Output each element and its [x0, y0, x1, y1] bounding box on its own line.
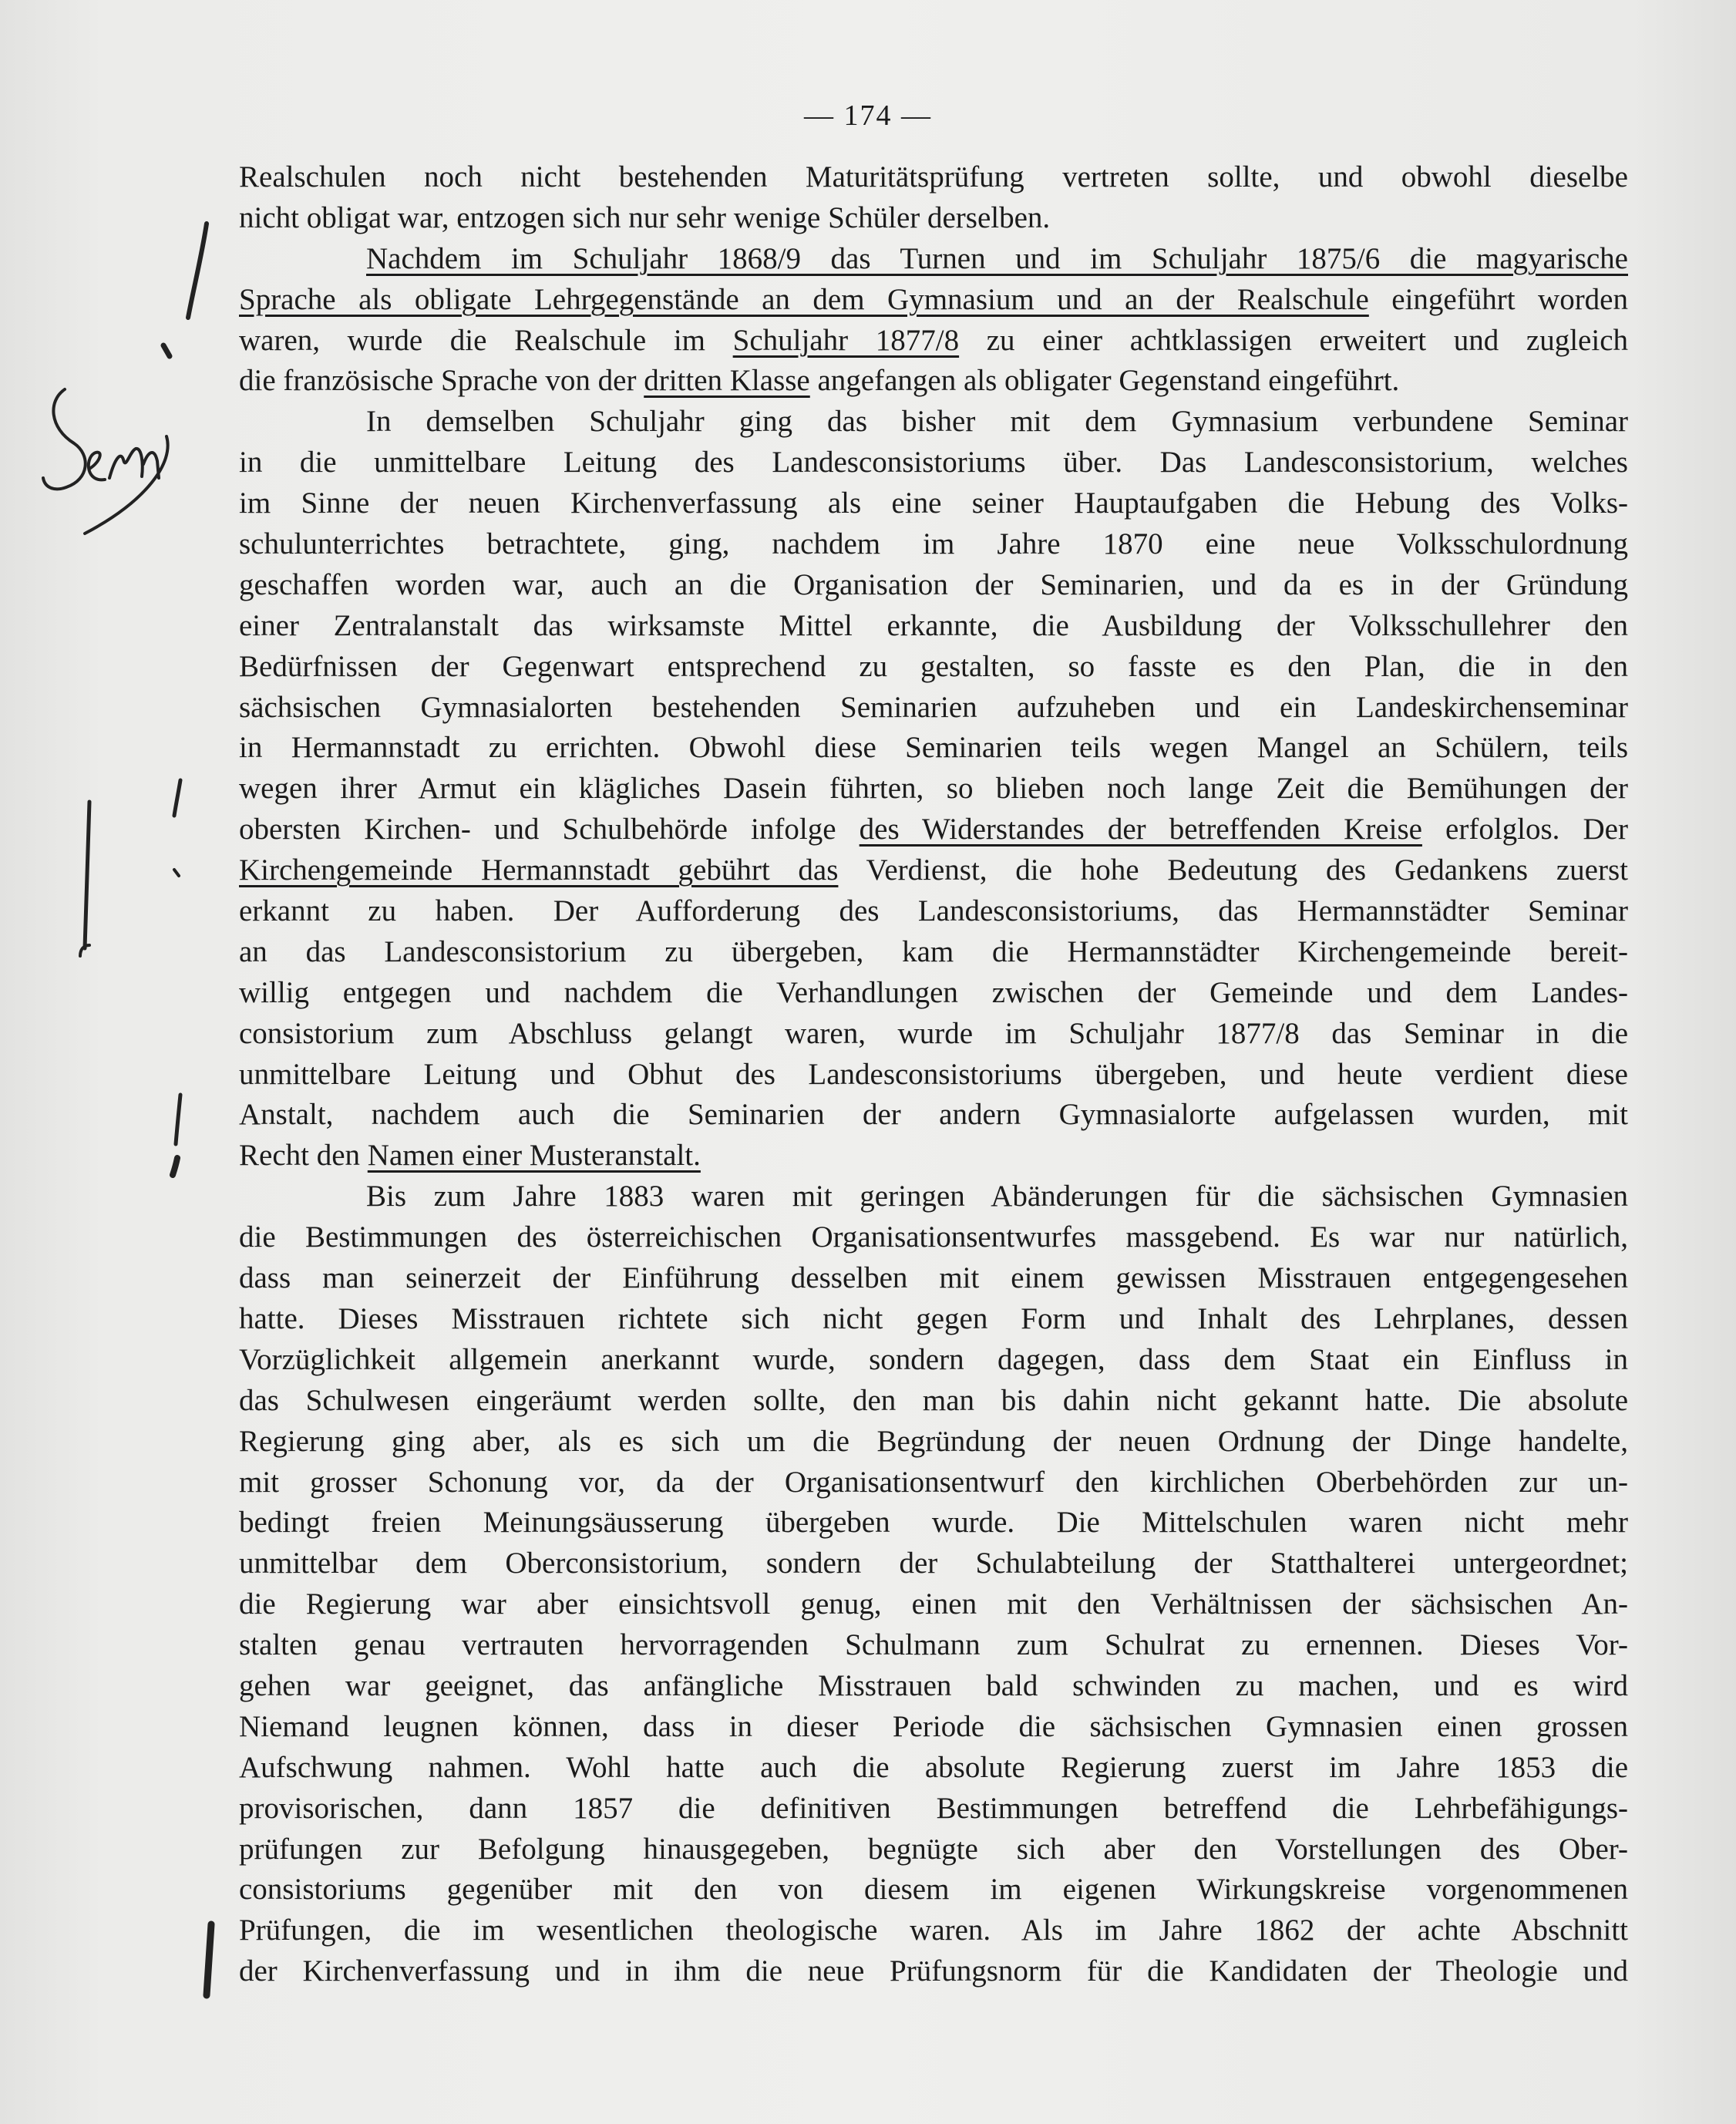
text-line: Kirchengemeinde Hermannstadt gebührt das Verdienst, die hohe Bedeutung des Gedankens zuerst — [239, 853, 1628, 887]
margin-stroke — [174, 780, 180, 816]
margin-note-sem — [43, 389, 168, 534]
text-line: mit grosser Schonung vor, da der Organisationsentwurf den kirchlichen Oberbehörden zur un- — [239, 1465, 1628, 1499]
text-line: bedingt freien Meinungsäusserung übergeben wurde. Die Mittelschulen waren nicht mehr — [239, 1506, 1628, 1540]
text-line: consistoriums gegenüber mit den von diesem im eigenen Wirkungskreise vorgenommenen — [239, 1873, 1628, 1907]
text-line: In demselben Schuljahr ging das bisher mit dem Gymnasium verbundene Seminar — [366, 405, 1628, 439]
text-line: wegen ihrer Armut ein klägliches Dasein führten, so blieben noch lange Zeit die Bemühungen der — [239, 772, 1628, 806]
page-number: — 174 — — [804, 99, 932, 132]
text-line: Anstalt, nachdem auch die Seminarien der andern Gymnasialorte aufgelassen wurden, mit — [239, 1098, 1628, 1132]
text-line: Regierung ging aber, als es sich um die Begründung der neuen Ordnung der Dinge handelte, — [239, 1424, 1628, 1458]
text-line: sächsischen Gymnasialorten bestehenden Seminarien aufzuheben und ein Landeskirchenseminar — [239, 690, 1628, 724]
text-line: der Kirchenverfassung und in ihm die neue Prüfungsnorm für die Kandidaten der Theologie und — [239, 1954, 1628, 1988]
text-line: obersten Kirchen- und Schulbehörde infolge des Widerstandes der betreffenden Kreise erfolglos. Der — [239, 813, 1628, 847]
text-line: Prüfungen, die im wesentlichen theologische waren. Als im Jahre 1862 der achte Abschnitt — [239, 1914, 1628, 1947]
margin-stroke — [176, 1095, 180, 1144]
text-line: Recht den Namen einer Musteranstalt. — [239, 1139, 701, 1173]
underlined-phrase: Nachdem im Schuljahr 1868/9 das Turnen und im Schuljahr 1875/6 die magyarische — [366, 241, 1628, 275]
underlined-phrase: Kirchengemeinde Hermannstadt gebührt das — [239, 853, 839, 887]
margin-stroke — [207, 1924, 211, 1995]
text-line: die französische Sprache von der dritten Klasse angefangen als obligater Gegenstand eingeführt. — [239, 364, 1400, 398]
text-line: an das Landesconsistorium zu übergeben, kam die Hermannstädter Kirchengemeinde bereit- — [239, 934, 1628, 968]
text-line: einer Zentralanstalt das wirksamste Mittel erkannte, die Ausbildung der Volksschullehrer den — [239, 608, 1628, 642]
text-line: Bis zum Jahre 1883 waren mit geringen Abänderungen für die sächsischen Gymnasien — [366, 1180, 1628, 1213]
text-line: hatte. Dieses Misstrauen richtete sich nicht gegen Form und Inhalt des Lehrplanes, dessen — [239, 1301, 1628, 1335]
text-line: die Regierung war aber einsichtsvoll genug, einen mit den Verhältnissen der sächsischen An- — [239, 1587, 1628, 1621]
text-line: stalten genau vertrauten hervorragenden Schulmann zum Schulrat zu ernennen. Dieses Vor- — [239, 1628, 1628, 1662]
text-line: unmittelbar dem Oberconsistorium, sondern der Schulabteilung der Statthalterei untergeordnet; — [239, 1547, 1628, 1580]
text-line: waren, wurde die Realschule im Schuljahr 1877/8 zu einer achtklassigen erweitert und zugleich — [239, 323, 1628, 357]
margin-stroke — [85, 802, 89, 948]
text-line: geschaffen worden war, auch an die Organisation der Seminarien, und da es in der Gründung — [239, 567, 1628, 601]
text-line: unmittelbare Leitung und Obhut des Landesconsistoriums übergeben, und heute verdient diese — [239, 1057, 1628, 1091]
text-line: gehen war geeignet, das anfängliche Misstrauen bald schwinden zu machen, und es wird — [239, 1668, 1628, 1702]
margin-tick — [80, 945, 89, 956]
underlined-phrase: Namen einer Musteranstalt. — [367, 1139, 701, 1173]
text-line: Realschulen noch nicht bestehenden Maturitätsprüfung vertreten sollte, und obwohl dieselbe — [239, 160, 1628, 194]
text-line: schulunterrichtes betrachtete, ging, nachdem im Jahre 1870 eine neue Volksschulordnung — [239, 527, 1628, 561]
margin-stroke — [168, 262, 193, 288]
text-line: die Bestimmungen des österreichischen Organisationsentwurfes massgebend. Es war nur natürlich, — [239, 1220, 1628, 1254]
margin-tick — [174, 870, 179, 876]
text-line: willig entgegen und nachdem die Verhandlungen zwischen der Gemeinde und dem Landes- — [239, 975, 1628, 1009]
text-line: dass man seinerzeit der Einführung desselben mit einem gewissen Misstrauen entgegengesehen — [239, 1261, 1628, 1295]
text-line: in Hermannstadt zu errichten. Obwohl diese Seminarien teils wegen Mangel an Schülern, teils — [239, 731, 1628, 765]
text-line: das Schulwesen eingeräumt werden sollte, den man bis dahin nicht gekannt hatte. Die absolute — [239, 1383, 1628, 1417]
body-text — [239, 157, 1628, 1992]
underlined-phrase: Sprache als obligate Lehrgegenstände an dem Gymnasium und an der Realschule — [239, 282, 1369, 316]
text-line: nicht obligat war, entzogen sich nur sehr wenige Schüler derselben. — [239, 200, 1051, 234]
margin-stroke — [173, 1158, 177, 1175]
text-line: Niemand leugnen können, dass in dieser Periode die sächsischen Gymnasien einen grossen — [239, 1709, 1628, 1743]
text-line: provisorischen, dann 1857 die definitiven Bestimmungen betreffend die Lehrbefähigungs- — [239, 1791, 1628, 1825]
underlined-phrase: Schuljahr 1877/8 — [732, 323, 960, 357]
margin-stroke — [188, 224, 207, 318]
text-line: Vorzüglichkeit allgemein anerkannt wurde, sondern dagegen, dass dem Staat ein Einfluss in — [239, 1342, 1628, 1376]
text-line: im Sinne der neuen Kirchenverfassung als eine seiner Hauptaufgaben die Hebung des Volks- — [239, 486, 1628, 520]
text-line: prüfungen zur Befolgung hinausgegeben, begnügte sich aber den Vorstellungen des Ober- — [239, 1832, 1628, 1866]
text-line: consistorium zum Abschluss gelangt waren, wurde im Schuljahr 1877/8 das Seminar in die — [239, 1016, 1628, 1050]
margin-tick — [163, 345, 170, 356]
underlined-phrase: dritten Klasse — [644, 364, 810, 398]
text-line: Sprache als obligate Lehrgegenstände an dem Gymnasium und an der Realschule eingeführt worden — [239, 282, 1628, 316]
text-line: Aufschwung nahmen. Wohl hatte auch die absolute Regierung zuerst im Jahre 1853 die — [239, 1750, 1628, 1784]
text-line — [239, 239, 1628, 280]
text-line: erkannt zu haben. Der Aufforderung des Landesconsistoriums, das Hermannstädter Seminar — [239, 894, 1628, 928]
text-line: in die unmittelbare Leitung des Landesconsistoriums über. Das Landesconsistorium, welches — [239, 446, 1628, 480]
underlined-phrase: des Widerstandes der betreffenden Kreise — [859, 813, 1422, 847]
text-line: Bedürfnissen der Gegenwart entsprechend zu gestalten, so fasste es den Plan, die in den — [239, 649, 1628, 683]
